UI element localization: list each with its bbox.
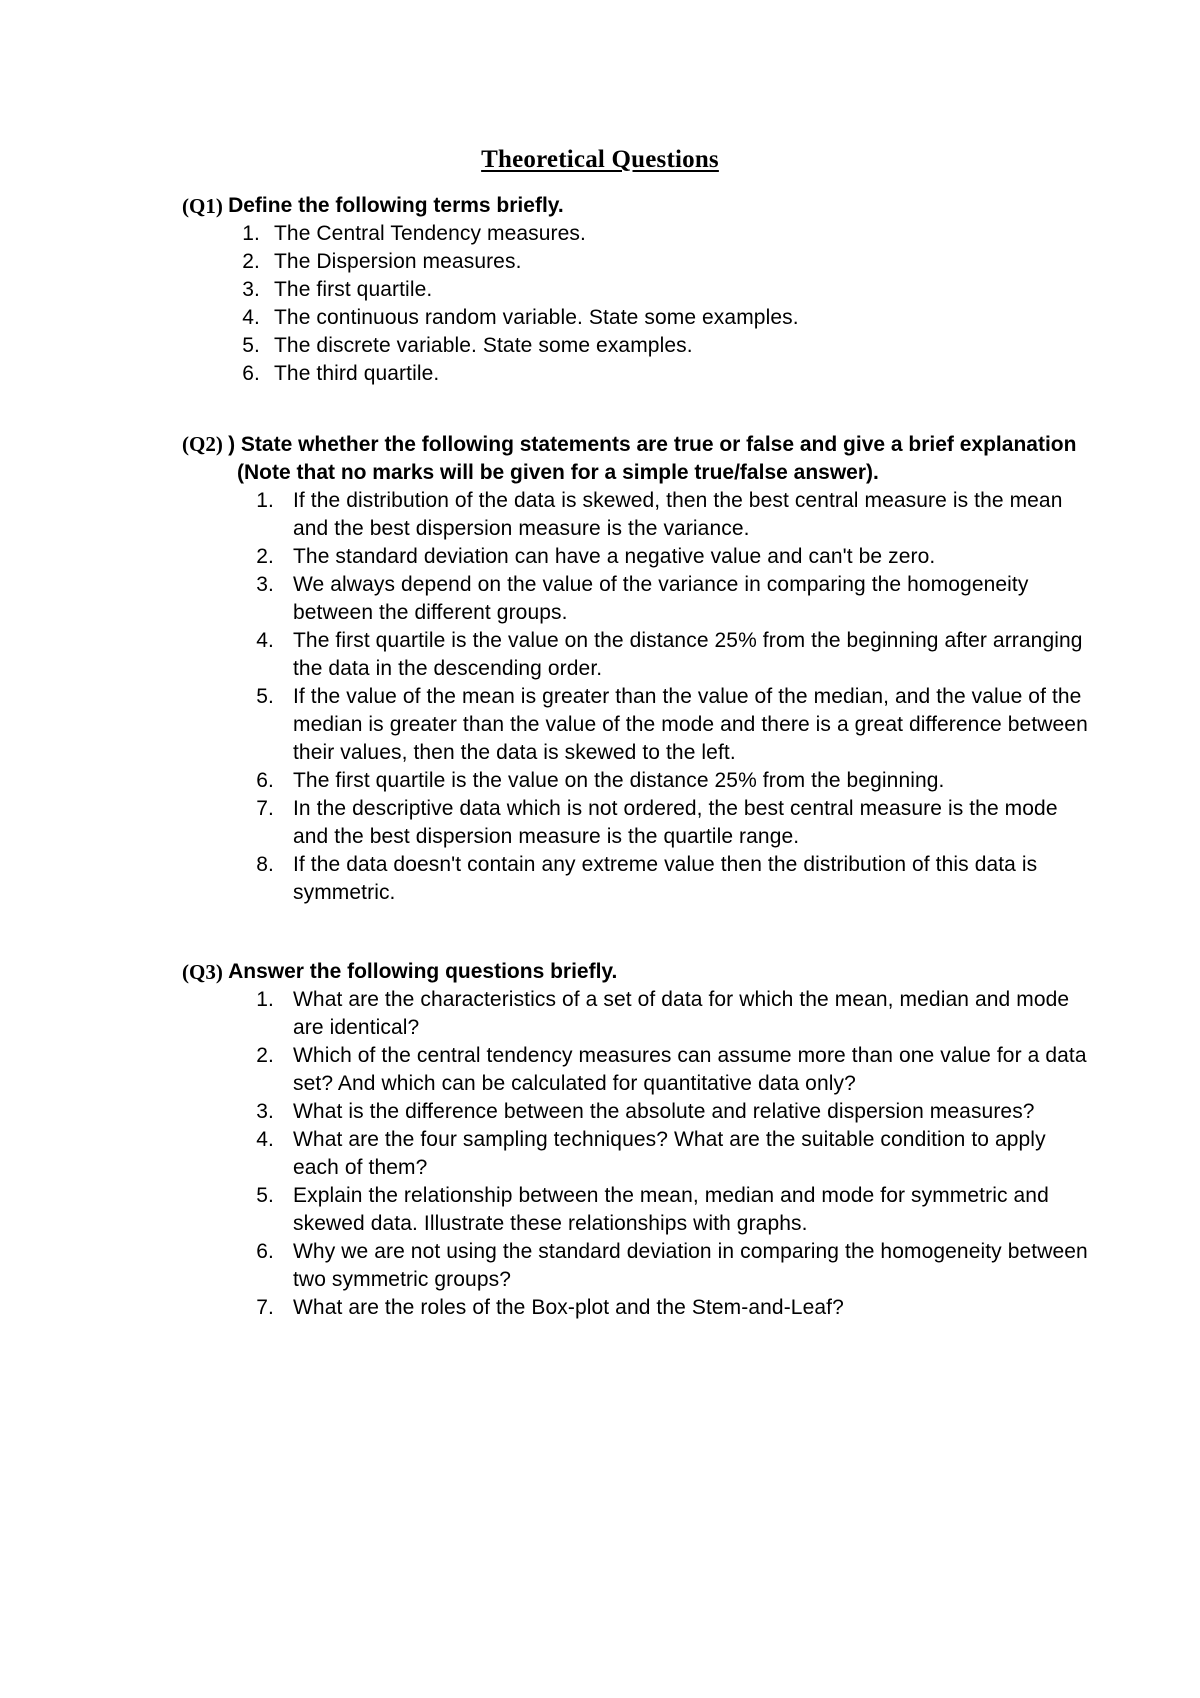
list-item-text: What is the difference between the absolute and relative dispersion measures? <box>293 1100 1035 1123</box>
list-item <box>182 1098 1102 1126</box>
list-item-number: 2. <box>242 250 260 273</box>
question-1-section <box>182 192 1102 388</box>
list-item <box>182 986 1102 1042</box>
list-item-number: 3. <box>242 278 260 301</box>
list-item <box>182 683 1102 767</box>
list-item-number: 5. <box>256 685 274 708</box>
list-item <box>182 767 1102 795</box>
list-item-number: 1. <box>256 489 274 512</box>
list-item-text: The Dispersion measures. <box>274 250 522 273</box>
list-item-text: If the distribution of the data is skewed, then the best central measure is the mean and the best dispersion measure is the variance. <box>293 489 1063 540</box>
question-3-text: Answer the following questions briefly. <box>228 960 618 983</box>
list-item <box>182 304 1102 332</box>
list-item-number: 6. <box>256 769 274 792</box>
list-item <box>182 543 1102 571</box>
question-1-list <box>182 220 1102 388</box>
list-item-text: Which of the central tendency measures can assume more than one value for a data set? And which can be calculated for quantitative data only? <box>293 1044 1087 1095</box>
list-item-text: The discrete variable. State some examples. <box>274 334 693 357</box>
list-item <box>182 1042 1102 1098</box>
list-item-number: 4. <box>256 1128 274 1151</box>
list-item-text: The continuous random variable. State some examples. <box>274 306 799 329</box>
list-item-number: 1. <box>242 222 260 245</box>
list-item <box>182 360 1102 388</box>
list-item-number: 8. <box>256 853 274 876</box>
question-1-heading <box>182 192 1102 220</box>
list-item-text: We always depend on the value of the variance in comparing the homogeneity between the different groups. <box>293 573 1029 624</box>
list-item-text: In the descriptive data which is not ordered, the best central measure is the mode and the best dispersion measure is the quartile range. <box>293 797 1058 848</box>
list-item <box>182 1182 1102 1238</box>
list-item-number: 3. <box>256 573 274 596</box>
list-item-text: Explain the relationship between the mean, median and mode for symmetric and skewed data. Illustrate these relationships with graphs. <box>293 1184 1049 1235</box>
list-item <box>182 1126 1102 1182</box>
list-item-text: What are the characteristics of a set of data for which the mean, median and mode are identical? <box>293 988 1070 1039</box>
question-2-section <box>182 430 1102 907</box>
page-title: Theoretical Questions <box>481 146 719 173</box>
list-item-number: 1. <box>256 988 274 1011</box>
list-item-text: If the data doesn't contain any extreme value then the distribution of this data is symmetric. <box>293 853 1038 904</box>
list-item <box>182 627 1102 683</box>
question-2-list <box>182 487 1102 907</box>
list-item-text: What are the roles of the Box-plot and the Stem-and-Leaf? <box>293 1296 844 1319</box>
list-item <box>182 487 1102 543</box>
question-2-text: ) State whether the following statements are true or false and give a brief explanation (Note that no marks will be given for a simple true/false answer). <box>228 433 1077 484</box>
list-item <box>182 1294 1102 1322</box>
list-item-number: 5. <box>242 334 260 357</box>
list-item-text: What are the four sampling techniques? What are the suitable condition to apply each of them? <box>293 1128 1046 1179</box>
list-item-number: 2. <box>256 1044 274 1067</box>
list-item-text: The third quartile. <box>274 362 440 385</box>
list-item <box>182 332 1102 360</box>
list-item-text: The first quartile. <box>274 278 433 301</box>
question-2-number: (Q2) <box>182 432 229 456</box>
list-item-number: 7. <box>256 1296 274 1319</box>
question-3-number: (Q3) <box>182 960 229 984</box>
list-item-text: The standard deviation can have a negative value and can't be zero. <box>293 545 936 568</box>
list-item <box>182 795 1102 851</box>
list-item <box>182 1238 1102 1294</box>
list-item-number: 5. <box>256 1184 274 1207</box>
list-item <box>182 276 1102 304</box>
question-1-text: Define the following terms briefly. <box>228 194 564 217</box>
list-item-number: 4. <box>242 306 260 329</box>
list-item <box>182 220 1102 248</box>
list-item-number: 6. <box>256 1240 274 1263</box>
list-item-text: The first quartile is the value on the distance 25% from the beginning. <box>293 769 945 792</box>
question-3-heading <box>182 958 1102 986</box>
list-item-number: 2. <box>256 545 274 568</box>
list-item-number: 7. <box>256 797 274 820</box>
question-3-list <box>182 986 1102 1322</box>
list-item-text: The first quartile is the value on the distance 25% from the beginning after arranging the data in the descending order. <box>293 629 1083 680</box>
list-item <box>182 851 1102 907</box>
question-1-number: (Q1) <box>182 194 229 218</box>
list-item-text: The Central Tendency measures. <box>274 222 586 245</box>
list-item-number: 4. <box>256 629 274 652</box>
question-2-heading <box>182 430 1097 487</box>
list-item-text: Why we are not using the standard deviation in comparing the homogeneity between two symmetric groups? <box>293 1240 1088 1291</box>
question-3-section <box>182 958 1102 1322</box>
list-item <box>182 248 1102 276</box>
list-item-text: If the value of the mean is greater than the value of the median, and the value of the median is greater than the value of the mode and there is a great difference between their values, then the data is skewed to the left. <box>293 685 1088 764</box>
list-item <box>182 571 1102 627</box>
list-item-number: 3. <box>256 1100 274 1123</box>
list-item-number: 6. <box>242 362 260 385</box>
